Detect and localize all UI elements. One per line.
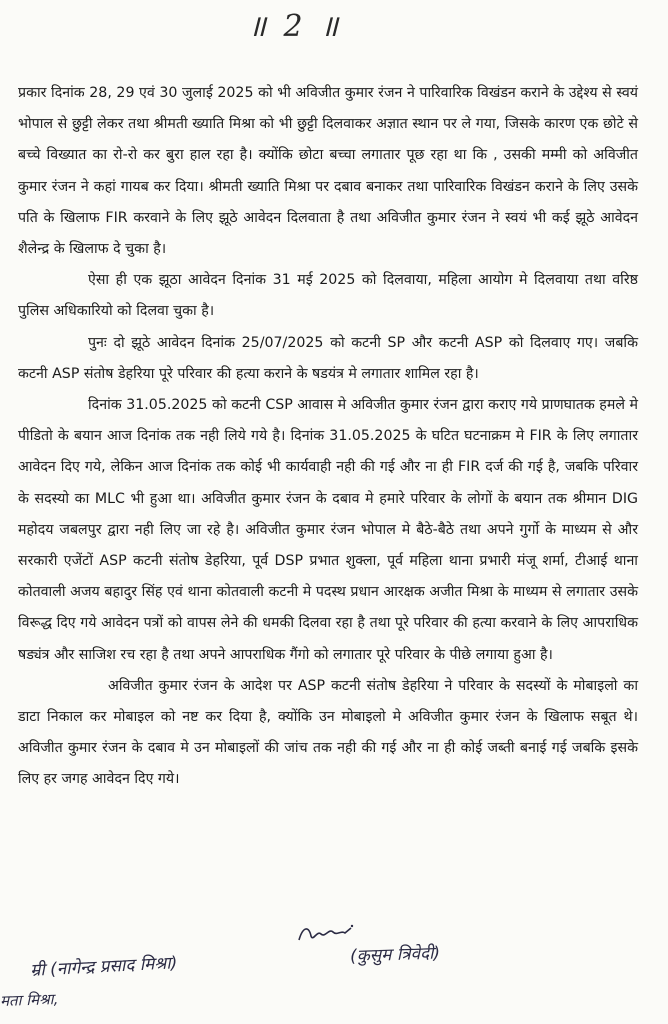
page-number: ॥ 2 ॥ [248, 9, 343, 44]
signature-scribble-icon [295, 922, 355, 946]
paragraph-3: पुनः दो झूठे आवेदन दिनांक 25/07/2025 को कटनी SP और कटनी ASP को दिलवाए गए। जबकि कटनी ASP संतोष डेहरिया पूरे परिवार की हत्या कराने के षडयंत्र मे लगातार शामिल रहा है। [18, 334, 638, 382]
signature-left: म्री (नागेन्द्र प्रसाद मिश्रा) [29, 953, 178, 981]
signature-block [0, 912, 668, 1024]
paragraph-4: दिनांक 31.05.2025 को कटनी CSP आवास मे अविजीत कुमार रंजन द्वारा कराए गये प्राणघातक हमले मे पीडितो के बयान आज दिनांक तक नही लिये गये है। दिनांक 31.05.2025 के घटित घटनाक्रम मे FIR के लिए लगातार आवेदन दिए गये, लेकिन आज दिनांक तक कोई भी कार्यवाही नही की गई और ना ही FIR दर्ज की गई है, जबकि परिवार के सदस्यो का MLC भी हुआ था। अविजीत कुमार रंजन के दबाव मे हमारे परिवार के लोगों के बयान तक श्रीमान DIG महोदय जबलपुर द्वारा नही लिए जा रहे है। अविजीत कुमार रंजन भोपाल मे बैठे-बैठे तथा अपने गुर्गो के माध्यम से और सरकारी एजेंटों ASP कटनी संतोष डेहरिया, पूर्व DSP प्रभात शुक्ला, पूर्व महिला थाना प्रभारी मंजू शर्मा, टीआई थाना कोतवाली अजय बहादुर सिंह एवं थाना कोतवाली कटनी मे पदस्थ प्रधान आरक्षक अजीत मिश्रा के माध्यम से लगातार उसके विरूद्ध दिए गये आवेदन पत्रों को वापस लेने की धमकी दिलवा रहा है तथा पूरे परिवार की हत्या करवाने के लिए आपराधिक षड्यंत्र और साजिश रच रहा है तथा अपने आपराधिक गैंगो को लगातार पूरे परिवार के पीछे लगाया हुआ है। [18, 397, 638, 663]
paragraph-1: प्रकार दिनांक 28, 29 एवं 30 जुलाई 2025 को भी अविजीत कुमार रंजन ने पारिवारिक विखंडन कराने के उद्देश्य से स्वयं भोपाल से छुट्टी लेकर तथा श्रीमती ख्याति मिश्रा को भी छुट्टी दिलवाकर अज्ञात स्थान पर ले गया, जिसके कारण एक छोटे से बच्चे विख्यात का रो-रो कर बुरा हाल रहा है। क्योंकि छोटा बच्चा लगातार पूछ रहा था कि , उसकी मम्मी को अविजीत कुमार रंजन ने कहां गायब कर दिया। श्रीमती ख्याति मिश्रा पर दबाव बनाकर तथा पारिवारिक विखंडन कराने के लिए उसके पति के खिलाफ FIR करवाने के लिए झूठे आवेदन दिलवाता है तथा अविजीत कुमार रंजन ने स्वयं भी कई झूठे आवेदन शैलेन्द्र के खिलाफ दे चुका है। [18, 85, 638, 258]
signature-bottom: मता मिश्रा, [0, 989, 59, 1011]
letter-body [18, 78, 638, 796]
signature-right: (कुसुम त्रिवेदी) [349, 943, 441, 967]
paragraph-5: अविजीत कुमार रंजन के आदेश पर ASP कटनी संतोष डेहरिया ने परिवार के सदस्यों के मोबाइलो का डाटा निकाल कर मोबाइल को नष्ट कर दिया है, क्योंकि उन मोबाइलो मे अविजीत कुमार रंजन के खिलाफ सबूत थे। अविजीत कुमार रंजन के दबाव मे उन मोबाइलों की जांच तक नही की गई और ना ही कोई जब्ती बनाई गई जबकि इसके लिए हर जगह आवेदन दिए गये। [18, 677, 638, 788]
paragraph-2: ऐसा ही एक झूठा आवेदन दिनांक 31 मई 2025 को दिलवाया, महिला आयोग मे दिलवाया तथा वरिष्ठ पुलिस अधिकारियो को दिलवा चुका है। [18, 272, 638, 320]
